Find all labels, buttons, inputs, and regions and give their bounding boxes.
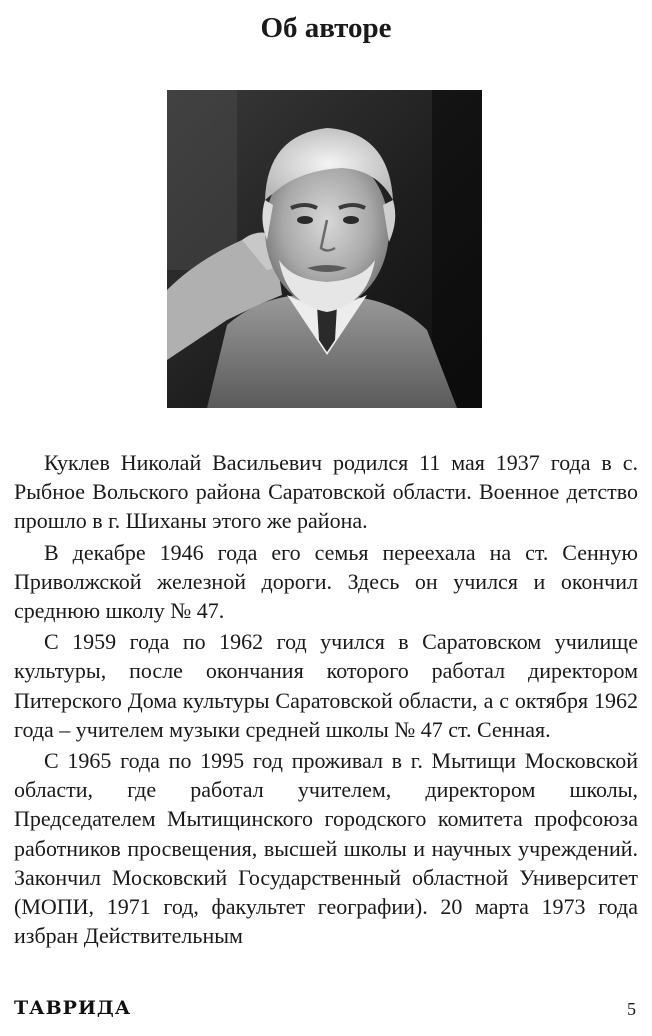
paragraph-1: Куклев Николай Васильевич родился 11 мая 1937 года в с. Рыбное Вольского района Саратовской области. Военное детство прошло в г. Шиханы этого же района. — [14, 450, 638, 534]
page-number: 5 — [627, 999, 636, 1019]
portrait-photo — [167, 90, 482, 408]
biography-text — [14, 448, 638, 952]
page-title: Об авторе — [260, 12, 392, 44]
paragraph-4: С 1965 года по 1995 год проживал в г. Мытищи Московской области, где работал учителем, директором школы, Председателем Мытищинского городского комитета профсоюза работников просвещения, высшей школы и научных учреждений. Закончил Московский Государственный областной Университет (МОПИ, 1971 год, факультет географии). 20 марта 1973 года избран Действительным — [14, 748, 638, 949]
publisher-logo: ТАВРИДА — [14, 997, 132, 1019]
paragraph-3: С 1959 года по 1962 год учился в Саратовском училище культуры, после окончания которого работал директором Питерского Дома культуры Саратовской области, а с октября 1962 года – учителем музыки средней школы № 47 ст. Сенная. — [14, 629, 638, 742]
paragraph-2: В декабре 1946 года его семья переехала на ст. Сенную Приволжской железной дороги. Здесь он учился и окончил среднюю школу № 47. — [14, 539, 638, 624]
author-portrait — [167, 90, 482, 408]
